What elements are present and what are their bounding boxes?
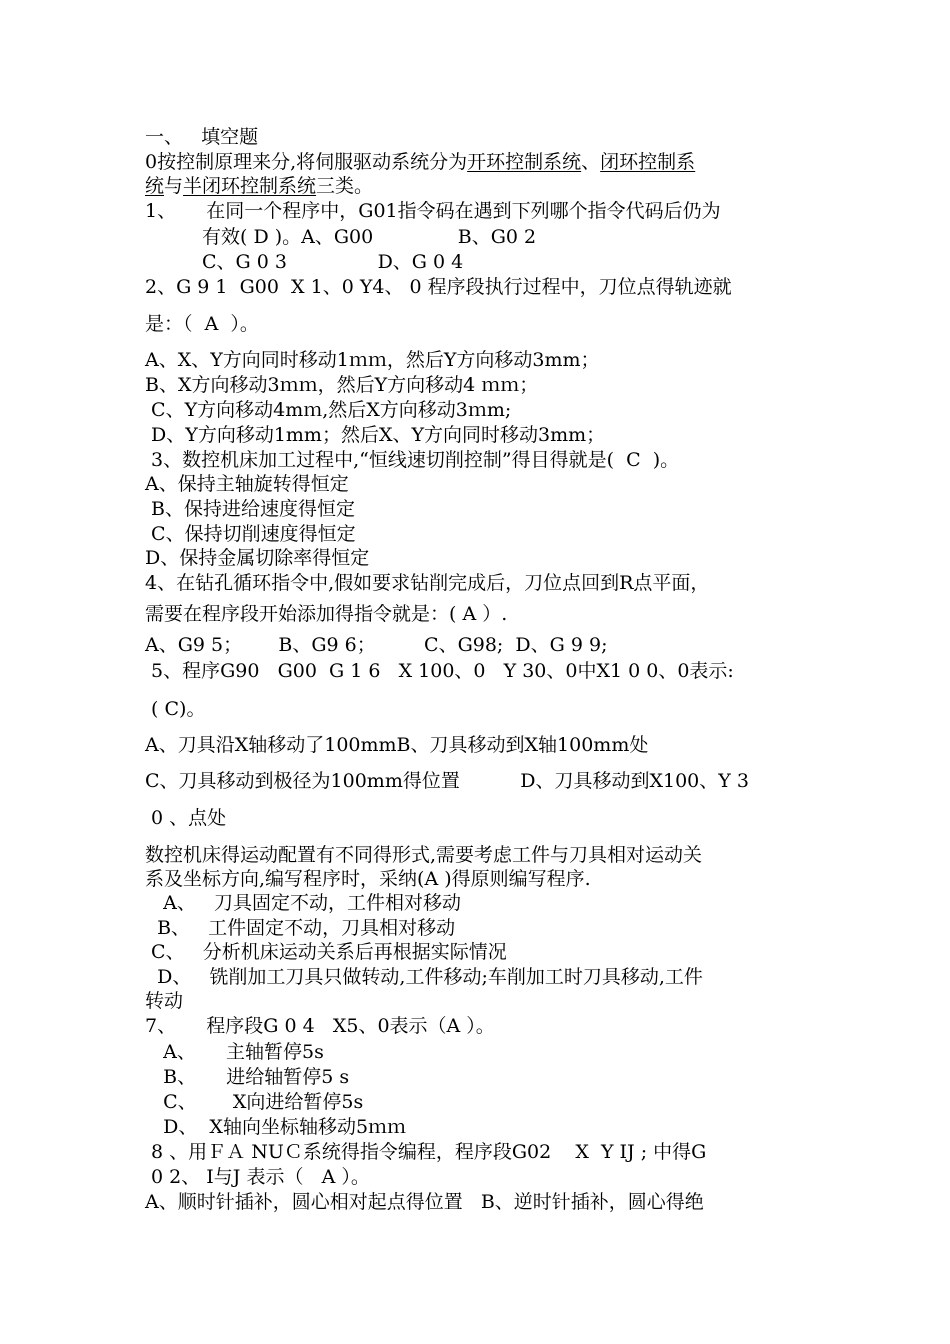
q1-options-cd: C、G 0 3 D、G 0 4 — [202, 251, 464, 273]
intro-text: 0按控制原理来分,将伺服驱动系统分为 — [145, 151, 468, 173]
separator: 、 — [581, 151, 601, 173]
answer-closed-loop: 闭环控制系 — [600, 151, 696, 173]
answer-semi-closed-loop: 半闭环控制系统 — [183, 175, 317, 197]
q4-options: A、G9 5； B、G9 6； C、G98; D、G 9 9; — [145, 634, 608, 656]
q4-line-end: 需要在程序段开始添加得指令就是：( A ）. — [145, 603, 508, 625]
q1-line: 1、 在同一个程序中，G01指令码在遇到下列哪个指令代码后仍为 — [145, 200, 721, 222]
q2-line-end: 是：（ A ）。 — [145, 313, 259, 335]
q7-option-b: B、 进给轴暂停5 s — [145, 1066, 350, 1088]
q3-option-a: A、保持主轴旋转得恒定 — [145, 473, 349, 495]
q5-options-cd: C、刀具移动到极径为100mm得位置 D、刀具移动到X100、Y 3 — [145, 770, 749, 792]
q1-options-ab: 有效( D )。A、G00 B、G0 2 — [202, 226, 537, 248]
q6-option-d-end: 转动 — [145, 990, 184, 1012]
answer-closed-loop-end: 统 — [145, 175, 165, 197]
q5-line-end: ( C)。 — [145, 698, 206, 720]
q3-line: 3、数控机床加工过程中,“恒线速切削控制”得目得就是( C )。 — [145, 449, 680, 471]
intro-end: 三类。 — [316, 175, 374, 197]
q6-option-b: B、 工件固定不动，刀具相对移动 — [145, 917, 456, 939]
intro-line-1 — [145, 150, 695, 174]
q7-option-d: D、 X轴向坐标轴移动5ｍｍ — [145, 1116, 407, 1138]
q4-line: 4、在钻孔循环指令中,假如要求钻削完成后，刀位点回到R点平面， — [145, 572, 710, 594]
q3-option-b: B、保持进给速度得恒定 — [145, 498, 356, 520]
q7-option-a: A、 主轴暂停5s — [145, 1041, 324, 1063]
q2-option-c: C、Y方向移动4mｍ,然后X方向移动3ｍm; — [145, 399, 512, 421]
answer-open-loop: 开环控制系统 — [467, 151, 582, 173]
q5-line: 5、程序G90 G00 G 1 6 X 100、0 Y 30、0中X1 0 0、0表示: — [145, 660, 734, 682]
q5-options-cd-end: 0 、点处 — [145, 807, 227, 829]
q6-option-a: A、 刀具固定不动，工件相对移动 — [145, 892, 461, 914]
q3-option-d: D、保持金属切除率得恒定 — [145, 547, 370, 569]
q2-option-b: B、X方向移动3ｍｍ，然后Y方向移动4 ｍｍ； — [145, 374, 539, 396]
q6-option-c: C、 分析机床运动关系后再根据实际情况 — [145, 941, 507, 963]
q6-line: 数控机床得运动配置有不同得形式,需要考虑工件与刀具相对运动关 — [145, 844, 703, 866]
q7-option-c: C、 X向进给暂停5s — [145, 1091, 364, 1113]
q8-options-ab: A、顺时针插补，圆心相对起点得位置 B、逆时针插补，圆心得绝 — [145, 1191, 704, 1213]
section-heading: 一、 填空题 — [145, 126, 259, 148]
q2-option-d: D、Y方向移动1mm；然后X、Y方向同时移动3mm； — [145, 424, 606, 446]
q5-options-ab: A、刀具沿X轴移动了100mmB、刀具移动到X轴100mm处 — [145, 734, 649, 756]
intro-line-2 — [145, 174, 373, 198]
q3-option-c: C、保持切削速度得恒定 — [145, 523, 356, 545]
q2-line: 2、G 9 1 G00 X 1、0 Y4、 0 程序段执行过程中，刀位点得轨迹就 — [145, 276, 732, 298]
q6-line-2: 系及坐标方向,编写程序时，采纳(A )得原则编写程序. — [145, 868, 591, 890]
q7-line: 7、 程序段G 0 4 X5、0表示（A ）。 — [145, 1015, 495, 1037]
q8-line-end: 0 2、 I与J 表示（ A ）。 — [145, 1166, 370, 1188]
q2-option-a: A、X、Y方向同时移动1ｍｍ，然后Y方向移动3mm； — [145, 349, 600, 371]
q8-line: 8 、用ＦＡ NUＣ系统得指令编程，程序段G02 X Y IJ ; 中得G — [145, 1141, 707, 1163]
conjunction: 与 — [164, 175, 184, 197]
q6-option-d: D、 铣削加工刀具只做转动,工件移动;车削加工时刀具移动,工件 — [145, 966, 703, 988]
